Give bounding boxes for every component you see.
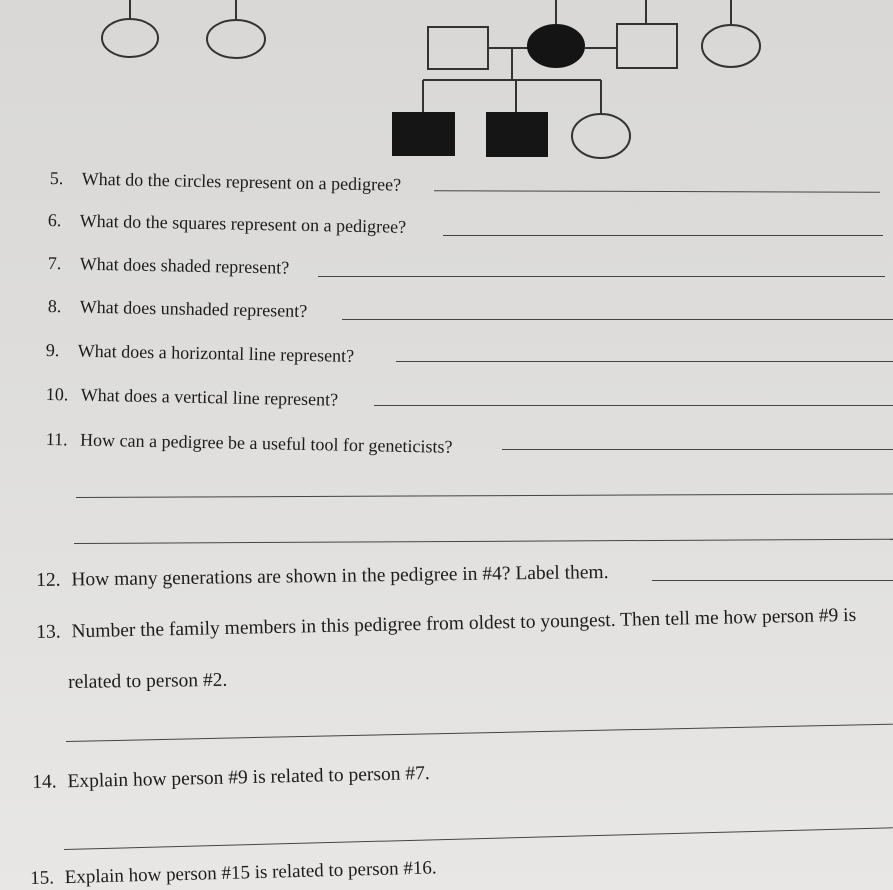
answer-line[interactable] xyxy=(443,235,883,236)
question-13-continuation: related to person #2. xyxy=(68,669,228,693)
question-6 xyxy=(48,210,407,238)
question-text: Number the family members in this pedigree from oldest to youngest. Then tell me how person #9 is xyxy=(71,604,857,643)
pedigree-male-unaffected xyxy=(428,27,488,69)
question-text: How can a pedigree be a useful tool for geneticists? xyxy=(79,429,453,457)
question-7 xyxy=(48,253,290,279)
question-number: 7. xyxy=(47,253,62,274)
question-text: What does a vertical line represent? xyxy=(80,384,339,410)
question-9 xyxy=(46,340,355,367)
answer-line[interactable] xyxy=(64,827,893,850)
pedigree-female-unaffected xyxy=(702,25,760,67)
question-10 xyxy=(46,384,339,411)
pedigree-chart xyxy=(0,0,893,170)
question-number: 12. xyxy=(36,569,61,591)
answer-line[interactable] xyxy=(434,190,880,193)
question-8 xyxy=(48,296,308,322)
question-11 xyxy=(46,429,453,458)
question-text: What do the squares represent on a pedigree? xyxy=(79,210,407,237)
question-number: 6. xyxy=(47,210,62,231)
answer-line[interactable] xyxy=(66,724,893,742)
question-15 xyxy=(30,857,437,890)
answer-line[interactable] xyxy=(76,493,893,498)
question-number: 15. xyxy=(30,867,55,889)
pedigree-male-affected xyxy=(486,112,548,157)
question-text: What does a horizontal line represent? xyxy=(77,340,355,366)
pedigree-male-affected xyxy=(392,112,455,156)
question-number: 10. xyxy=(45,384,69,405)
question-number: 13. xyxy=(36,621,61,643)
pedigree-female-unaffected xyxy=(102,19,158,57)
pedigree-male-unaffected xyxy=(617,24,677,68)
answer-line[interactable] xyxy=(652,580,893,581)
question-13 xyxy=(36,605,856,644)
question-number: 11. xyxy=(45,429,68,450)
question-text: How many generations are shown in the pedigree in #4? Label them. xyxy=(71,562,609,591)
question-number: 5. xyxy=(49,168,64,189)
answer-line[interactable] xyxy=(318,276,885,277)
answer-line[interactable] xyxy=(342,319,893,320)
question-14 xyxy=(32,763,430,794)
question-text: What do the circles represent on a pedigree? xyxy=(81,168,402,195)
answer-line[interactable] xyxy=(74,539,893,544)
answer-line[interactable] xyxy=(374,405,893,406)
pedigree-female-unaffected xyxy=(207,20,265,58)
question-text: What does shaded represent? xyxy=(79,253,290,278)
question-text: Explain how person #9 is related to person #7. xyxy=(67,762,430,793)
question-number: 8. xyxy=(47,296,62,317)
question-text: What does unshaded represent? xyxy=(79,296,308,321)
question-5 xyxy=(50,168,402,196)
answer-line[interactable] xyxy=(396,361,893,362)
answer-line[interactable] xyxy=(502,449,893,450)
question-number: 9. xyxy=(45,340,60,361)
question-12 xyxy=(36,562,609,592)
question-text: Explain how person #15 is related to person #16. xyxy=(64,857,437,889)
pedigree-female-unaffected xyxy=(572,114,630,158)
pedigree-female-affected xyxy=(528,25,584,67)
question-number: 14. xyxy=(32,771,57,793)
